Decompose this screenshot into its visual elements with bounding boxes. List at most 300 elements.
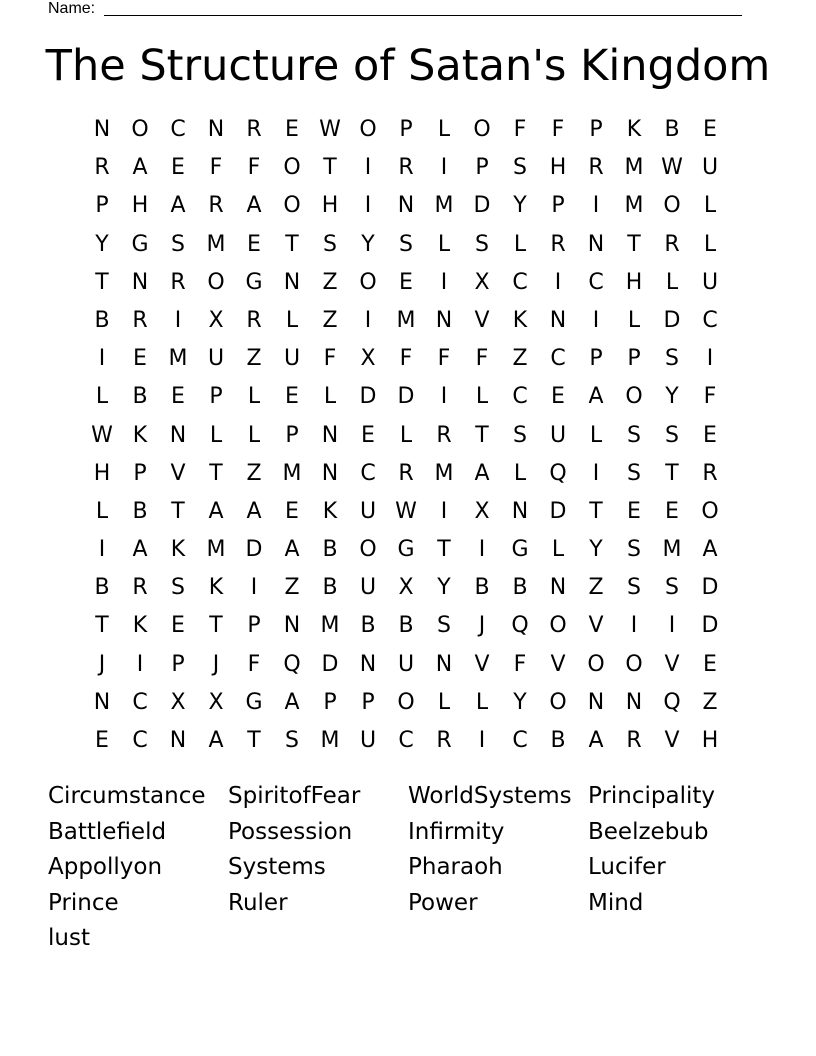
grid-letter: C xyxy=(512,269,528,295)
grid-letter: B xyxy=(132,384,148,410)
grid-letter: V xyxy=(474,651,490,677)
grid-letter: F xyxy=(513,117,527,142)
grid-letter: D xyxy=(701,575,719,601)
grid-letter: S xyxy=(399,231,413,257)
grid-letter: P xyxy=(589,346,603,372)
grid-letter: S xyxy=(475,231,489,257)
grid-letter: I xyxy=(592,193,600,219)
grid-letter: I xyxy=(364,307,372,333)
grid-letter: R xyxy=(550,231,566,257)
grid-letter: Y xyxy=(95,231,109,257)
grid-letter: N xyxy=(587,231,605,257)
grid-letter: J xyxy=(98,651,106,677)
grid-letter: K xyxy=(132,613,148,639)
grid-letter: F xyxy=(399,346,413,372)
grid-letter: Z xyxy=(702,689,718,715)
grid-row xyxy=(83,149,729,187)
grid-letter: A xyxy=(702,537,718,563)
grid-letter: L xyxy=(551,537,565,563)
grid-letter: M xyxy=(282,460,302,486)
grid-letter: M xyxy=(206,231,226,257)
grid-letter: I xyxy=(440,155,448,181)
grid-letter: M xyxy=(624,193,644,219)
grid-letter: S xyxy=(437,613,451,639)
grid-letter: G xyxy=(245,689,263,715)
grid-letter: T xyxy=(95,613,109,639)
grid-letter: B xyxy=(512,575,528,601)
grid-letter: R xyxy=(702,460,718,486)
grid-letter: M xyxy=(624,155,644,181)
grid-letter: K xyxy=(626,117,642,142)
grid-letter: Y xyxy=(513,193,527,219)
grid-letter: H xyxy=(131,193,149,219)
grid-letter: T xyxy=(475,422,489,448)
word-bank-item: WorldSystems xyxy=(408,783,572,809)
grid-letter: J xyxy=(478,613,486,639)
grid-letter: R xyxy=(246,307,262,333)
grid-letter: U xyxy=(549,422,567,448)
grid-letter: H xyxy=(549,155,567,181)
grid-letter: R xyxy=(246,117,262,142)
grid-letter: B xyxy=(474,575,490,601)
grid-letter: L xyxy=(247,422,261,448)
grid-letter: I xyxy=(440,269,448,295)
grid-letter: M xyxy=(320,728,340,753)
grid-letter: H xyxy=(701,728,719,753)
grid-letter: L xyxy=(703,193,717,219)
grid-letter: Z xyxy=(322,269,338,295)
grid-letter: U xyxy=(701,155,719,181)
grid-letter: Q xyxy=(283,651,301,677)
grid-letter: P xyxy=(133,460,147,486)
grid-letter: L xyxy=(209,422,223,448)
grid-letter: E xyxy=(285,498,299,524)
grid-letter: U xyxy=(359,728,377,753)
word-bank xyxy=(48,779,768,957)
grid-letter: P xyxy=(95,193,109,219)
grid-letter: V xyxy=(588,613,604,639)
grid-letter: U xyxy=(207,346,225,372)
name-label: Name: xyxy=(48,0,96,17)
grid-letter: L xyxy=(665,269,679,295)
word-bank-item: Battlefield xyxy=(48,818,167,845)
grid-row xyxy=(83,569,729,607)
word-bank-item: Lucifer xyxy=(588,854,666,880)
grid-letter: O xyxy=(359,269,377,295)
grid-letter: F xyxy=(551,117,565,142)
grid-letter: Z xyxy=(284,575,300,601)
grid-letter: K xyxy=(322,498,338,524)
grid-letter: Y xyxy=(513,689,527,715)
grid-letter: B xyxy=(322,575,338,601)
grid-letter: L xyxy=(95,498,109,524)
grid-letter: N xyxy=(549,575,567,601)
grid-letter: N xyxy=(435,307,453,333)
grid-letter: O xyxy=(283,193,301,219)
grid-letter: E xyxy=(247,231,261,257)
grid-letter: R xyxy=(398,460,414,486)
grid-row xyxy=(83,111,729,149)
grid-letter: W xyxy=(661,155,683,181)
grid-letter: V xyxy=(664,728,680,753)
grid-letter: E xyxy=(703,651,717,677)
grid-letter: I xyxy=(440,498,448,524)
grid-letter: T xyxy=(209,460,223,486)
grid-letter: S xyxy=(513,422,527,448)
grid-letter: K xyxy=(208,575,224,601)
grid-letter: P xyxy=(247,613,261,639)
grid-letter: I xyxy=(364,193,372,219)
word-bank-item: Infirmity xyxy=(408,818,505,845)
grid-letter: F xyxy=(475,346,489,372)
grid-letter: O xyxy=(663,193,681,219)
grid-letter: T xyxy=(665,460,679,486)
grid-letter: R xyxy=(94,155,110,181)
grid-letter: B xyxy=(360,613,376,639)
grid-letter: N xyxy=(321,460,339,486)
grid-letter: L xyxy=(589,422,603,448)
grid-letter: I xyxy=(364,155,372,181)
grid-letter: S xyxy=(627,460,641,486)
grid-letter: Q xyxy=(549,460,567,486)
grid-letter: I xyxy=(478,537,486,563)
word-bank-item: Mind xyxy=(588,889,644,916)
grid-row xyxy=(83,378,729,416)
grid-letter: H xyxy=(321,193,339,219)
grid-letter: S xyxy=(627,422,641,448)
grid-letter: M xyxy=(662,537,682,563)
grid-row xyxy=(83,684,729,722)
grid-letter: Y xyxy=(589,537,603,563)
grid-letter: Q xyxy=(663,689,681,715)
grid-letter: U xyxy=(283,346,301,372)
grid-letter: U xyxy=(359,498,377,524)
grid-letter: E xyxy=(133,346,147,372)
grid-letter: A xyxy=(246,498,262,524)
grid-letter: F xyxy=(513,651,527,677)
word-bank-item: Appollyon xyxy=(48,854,163,880)
grid-letter: O xyxy=(283,155,301,181)
grid-letter: S xyxy=(285,728,299,753)
grid-letter: M xyxy=(320,613,340,639)
grid-row xyxy=(83,264,729,302)
grid-letter: N xyxy=(625,689,643,715)
grid-letter: F xyxy=(703,384,717,410)
word-bank-item: Systems xyxy=(228,854,326,880)
grid-letter: Z xyxy=(588,575,604,601)
grid-letter: A xyxy=(588,728,604,753)
grid-letter: E xyxy=(95,728,109,753)
grid-letter: I xyxy=(554,269,562,295)
grid-letter: I xyxy=(98,346,106,372)
grid-letter: F xyxy=(247,155,261,181)
grid-letter: N xyxy=(321,422,339,448)
grid-letter: R xyxy=(626,728,642,753)
grid-letter: E xyxy=(361,422,375,448)
grid-letter: J xyxy=(212,651,220,677)
grid-letter: R xyxy=(398,155,414,181)
grid-letter: N xyxy=(207,117,225,142)
grid-letter: B xyxy=(398,613,414,639)
grid-letter: E xyxy=(703,117,717,142)
grid-letter: E xyxy=(171,384,185,410)
grid-letter: Y xyxy=(665,384,679,410)
grid-letter: R xyxy=(170,269,186,295)
grid-letter: P xyxy=(551,193,565,219)
grid-letter: E xyxy=(171,155,185,181)
grid-letter: N xyxy=(283,269,301,295)
grid-letter: N xyxy=(169,728,187,753)
grid-letter: N xyxy=(131,269,149,295)
grid-letter: C xyxy=(512,728,528,753)
word-search-grid xyxy=(83,111,729,760)
grid-letter: L xyxy=(285,307,299,333)
grid-letter: N xyxy=(397,193,415,219)
grid-letter: P xyxy=(285,422,299,448)
grid-letter: X xyxy=(474,269,490,295)
grid-letter: D xyxy=(663,307,681,333)
grid-letter: S xyxy=(513,155,527,181)
grid-letter: O xyxy=(131,117,149,142)
grid-letter: G xyxy=(245,269,263,295)
grid-letter: C xyxy=(702,307,718,333)
grid-letter: V xyxy=(664,651,680,677)
grid-letter: S xyxy=(627,575,641,601)
grid-letter: V xyxy=(170,460,186,486)
grid-letter: D xyxy=(397,384,415,410)
grid-letter: L xyxy=(703,231,717,257)
grid-letter: A xyxy=(132,155,148,181)
word-bank-item: Power xyxy=(408,889,478,916)
grid-letter: E xyxy=(171,613,185,639)
grid-letter: S xyxy=(665,346,679,372)
grid-letter: C xyxy=(132,689,148,715)
grid-letter: X xyxy=(170,689,186,715)
grid-letter: M xyxy=(168,346,188,372)
grid-letter: I xyxy=(478,728,486,753)
grid-letter: N xyxy=(511,498,529,524)
grid-letter: U xyxy=(359,575,377,601)
grid-letter: B xyxy=(550,728,566,753)
grid-letter: R xyxy=(436,422,452,448)
grid-letter: D xyxy=(701,613,719,639)
grid-letter: M xyxy=(396,307,416,333)
grid-letter: R xyxy=(436,728,452,753)
grid-letter: C xyxy=(398,728,414,753)
name-blank-line xyxy=(104,15,742,16)
grid-row xyxy=(83,417,729,455)
grid-letter: K xyxy=(170,537,186,563)
grid-letter: D xyxy=(245,537,263,563)
grid-letter: F xyxy=(323,346,337,372)
grid-letter: F xyxy=(209,155,223,181)
grid-letter: P xyxy=(627,346,641,372)
grid-letter: Z xyxy=(246,460,262,486)
grid-letter: P xyxy=(209,384,223,410)
grid-letter: N xyxy=(93,689,111,715)
grid-row xyxy=(83,607,729,645)
grid-row xyxy=(83,722,729,760)
grid-letter: T xyxy=(247,728,261,753)
grid-letter: D xyxy=(549,498,567,524)
grid-letter: O xyxy=(473,117,491,142)
grid-letter: O xyxy=(359,117,377,142)
grid-letter: H xyxy=(93,460,111,486)
grid-letter: C xyxy=(360,460,376,486)
grid-letter: L xyxy=(475,689,489,715)
grid-letter: U xyxy=(701,269,719,295)
grid-letter: I xyxy=(592,307,600,333)
grid-letter: R xyxy=(664,231,680,257)
grid-letter: A xyxy=(588,384,604,410)
grid-row xyxy=(83,340,729,378)
grid-letter: E xyxy=(285,117,299,142)
grid-letter: O xyxy=(549,613,567,639)
grid-letter: X xyxy=(474,498,490,524)
grid-letter: Z xyxy=(322,307,338,333)
grid-letter: Y xyxy=(437,575,451,601)
grid-letter: T xyxy=(209,613,223,639)
grid-letter: F xyxy=(437,346,451,372)
word-bank-item: Beelzebub xyxy=(588,818,709,845)
grid-letter: O xyxy=(207,269,225,295)
grid-letter: V xyxy=(474,307,490,333)
name-field xyxy=(48,0,742,18)
grid-letter: R xyxy=(588,155,604,181)
grid-letter: O xyxy=(625,384,643,410)
grid-letter: H xyxy=(625,269,643,295)
grid-letter: A xyxy=(170,193,186,219)
grid-letter: O xyxy=(397,689,415,715)
grid-letter: O xyxy=(359,537,377,563)
grid-letter: P xyxy=(361,689,375,715)
grid-letter: I xyxy=(706,346,714,372)
grid-letter: L xyxy=(437,689,451,715)
grid-letter: W xyxy=(395,498,417,524)
grid-letter: C xyxy=(550,346,566,372)
grid-letter: L xyxy=(399,422,413,448)
grid-letter: N xyxy=(283,613,301,639)
grid-row xyxy=(83,531,729,569)
grid-letter: E xyxy=(703,422,717,448)
grid-row xyxy=(83,226,729,264)
grid-letter: P xyxy=(323,689,337,715)
grid-letter: M xyxy=(206,537,226,563)
grid-letter: O xyxy=(549,689,567,715)
grid-letter: A xyxy=(132,537,148,563)
grid-letter: B xyxy=(322,537,338,563)
grid-letter: P xyxy=(399,117,413,142)
grid-letter: C xyxy=(132,728,148,753)
grid-letter: B xyxy=(94,575,110,601)
grid-letter: L xyxy=(513,460,527,486)
grid-letter: K xyxy=(512,307,528,333)
grid-letter: A xyxy=(208,728,224,753)
grid-row xyxy=(83,302,729,340)
grid-letter: T xyxy=(589,498,603,524)
grid-letter: N xyxy=(435,651,453,677)
grid-letter: F xyxy=(247,651,261,677)
grid-letter: L xyxy=(437,117,451,142)
grid-letter: W xyxy=(91,422,113,448)
grid-letter: L xyxy=(437,231,451,257)
grid-letter: O xyxy=(587,651,605,677)
grid-letter: B xyxy=(664,117,680,142)
word-bank-item: Principality xyxy=(588,783,716,809)
grid-letter: G xyxy=(131,231,149,257)
grid-letter: N xyxy=(549,307,567,333)
grid-letter: I xyxy=(592,460,600,486)
grid-letter: M xyxy=(434,460,454,486)
grid-letter: I xyxy=(440,384,448,410)
grid-letter: G xyxy=(397,537,415,563)
word-bank-item: Circumstance xyxy=(48,783,206,809)
page-title: The Structure of Satan's Kingdom xyxy=(45,41,771,91)
grid-letter: P xyxy=(171,651,185,677)
grid-letter: L xyxy=(247,384,261,410)
grid-letter: I xyxy=(174,307,182,333)
grid-row xyxy=(83,646,729,684)
grid-letter: L xyxy=(323,384,337,410)
grid-row xyxy=(83,493,729,531)
grid-letter: D xyxy=(359,384,377,410)
grid-letter: G xyxy=(511,537,529,563)
grid-letter: R xyxy=(132,575,148,601)
grid-letter: I xyxy=(250,575,258,601)
grid-letter: E xyxy=(551,384,565,410)
grid-letter: P xyxy=(475,155,489,181)
grid-letter: A xyxy=(246,193,262,219)
grid-letter: Q xyxy=(511,613,529,639)
word-bank-item: Prince xyxy=(48,889,119,916)
grid-letter: L xyxy=(475,384,489,410)
grid-letter: C xyxy=(588,269,604,295)
grid-row xyxy=(83,455,729,493)
grid-letter: X xyxy=(398,575,414,601)
grid-letter: N xyxy=(587,689,605,715)
grid-letter: D xyxy=(473,193,491,219)
grid-letter: A xyxy=(284,537,300,563)
grid-letter: E xyxy=(399,269,413,295)
grid-letter: N xyxy=(93,117,111,142)
grid-letter: I xyxy=(98,537,106,563)
grid-letter: X xyxy=(208,307,224,333)
grid-row xyxy=(83,187,729,225)
grid-letter: N xyxy=(359,651,377,677)
grid-letter: S xyxy=(627,537,641,563)
grid-letter: L xyxy=(627,307,641,333)
grid-letter: B xyxy=(132,498,148,524)
grid-letter: T xyxy=(437,537,451,563)
grid-letter: E xyxy=(665,498,679,524)
grid-letter: K xyxy=(132,422,148,448)
grid-letter: C xyxy=(512,384,528,410)
grid-letter: D xyxy=(321,651,339,677)
grid-letter: A xyxy=(208,498,224,524)
grid-letter: I xyxy=(668,613,676,639)
grid-letter: S xyxy=(665,422,679,448)
grid-letter: R xyxy=(132,307,148,333)
word-bank-item: Ruler xyxy=(228,889,288,916)
grid-letter: Z xyxy=(512,346,528,372)
grid-letter: Y xyxy=(361,231,375,257)
grid-letter: S xyxy=(171,231,185,257)
grid-letter: O xyxy=(701,498,719,524)
grid-letter: T xyxy=(171,498,185,524)
grid-letter: T xyxy=(95,269,109,295)
grid-letter: P xyxy=(589,117,603,142)
grid-letter: M xyxy=(434,193,454,219)
